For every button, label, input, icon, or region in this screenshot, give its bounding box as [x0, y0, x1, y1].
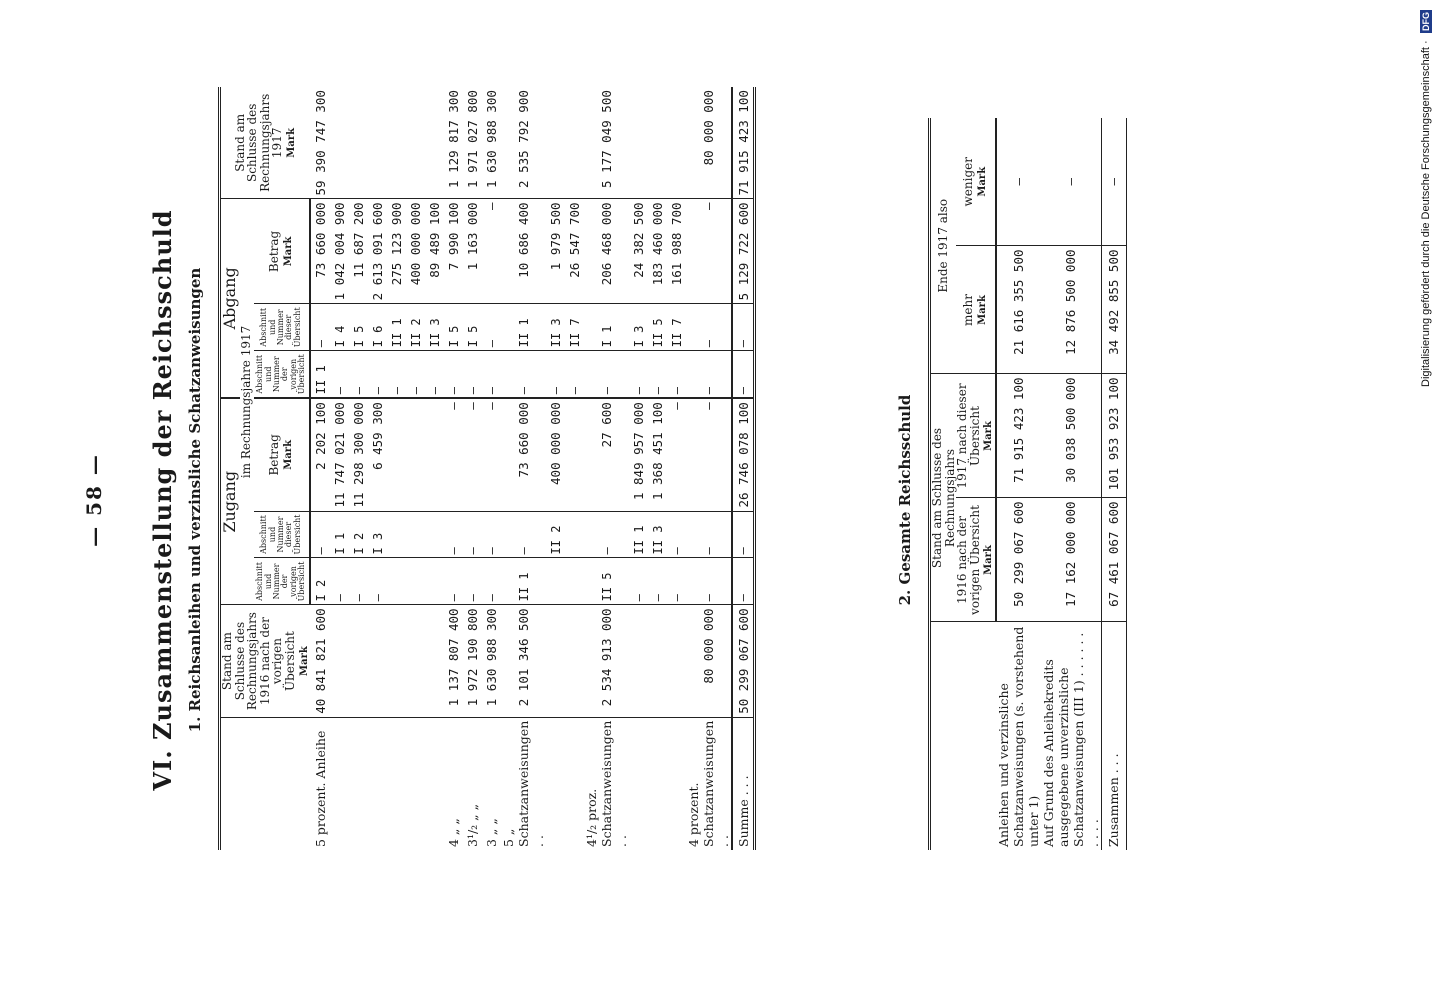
stand-1916-cell: 1 630 988 300: [482, 605, 501, 717]
zu-betrag-cell: 2 202 100: [310, 398, 330, 511]
ab-betrag-cell: 2 613 091 600: [368, 199, 387, 304]
table-row: [310, 87, 330, 850]
zu-abschnitt-dieser-cell: II 2: [546, 511, 565, 558]
ab-abschnitt-dieser-cell: —: [310, 304, 330, 351]
stand-1916-cell: 80 000 000: [686, 605, 732, 717]
ab-abschnitt-dieser-cell: —: [482, 304, 501, 351]
table-row: [482, 87, 501, 850]
zu-abschnitt-dieser-cell: [387, 511, 406, 558]
ab-abschnitt-dieser-cell: II 1: [387, 304, 406, 351]
zu-abschnitt-vorig-cell: II 5: [584, 558, 629, 605]
ab-betrag-cell: 73 660 000: [310, 199, 330, 304]
ab-abschnitt-vorig-cell: —: [406, 351, 425, 398]
table-row: [667, 87, 686, 850]
zu-betrag-cell: 1 368 451 100: [648, 398, 667, 511]
table-row: [368, 87, 387, 850]
zu-abschnitt-dieser-cell: II 1: [629, 511, 648, 558]
zu-abschnitt-dieser-cell: —: [667, 511, 686, 558]
table-row: [1041, 118, 1102, 850]
row-label-cell: 3¹/₂ „ „: [465, 803, 481, 847]
row-label-cell: Anleihen und verzinsliche Schatzanweisungen (s. vorstehend unter 1): [995, 626, 1041, 847]
stand-1916-cell: 17 162 000 000: [1041, 498, 1102, 622]
stand-1916-cell: [349, 605, 368, 717]
stand-1916-cell: [368, 605, 387, 717]
stand-1916-cell: [546, 605, 565, 717]
table-gesamte-reichsschuld: [928, 118, 1127, 850]
header-abschnitt-dieser-zu: Abschnitt und Nummer dieser Übersicht: [254, 511, 311, 558]
zu-abschnitt-vorig-cell: —: [686, 558, 732, 605]
zu-betrag-cell: [425, 398, 444, 511]
ab-abschnitt-vorig-cell: —: [648, 351, 667, 398]
zu-abschnitt-dieser-cell: —: [584, 511, 629, 558]
table-row: [546, 87, 565, 850]
stand-1917-cell: 1 971 027 800: [463, 87, 482, 199]
sum-row: [1101, 118, 1126, 850]
stand-1916-cell: 50 299 067 600: [996, 498, 1041, 622]
zu-abschnitt-dieser-cell: —: [501, 511, 546, 558]
zu-abschnitt-dieser-cell: —: [686, 511, 732, 558]
stand-1917-cell: [667, 87, 686, 199]
zu-betrag-cell: [565, 398, 584, 511]
row-label-cell: [629, 717, 648, 850]
sum-row: [732, 87, 755, 850]
zu-betrag-cell: —: [444, 398, 463, 511]
zu-abschnitt-vorig-cell: —: [667, 558, 686, 605]
zu-abschnitt-vorig-cell: —: [463, 558, 482, 605]
stand-1917-cell: [349, 87, 368, 199]
ab-betrag-cell: 400 000 000: [406, 199, 425, 304]
row-label-cell: Auf Grund des Anleihekredits ausgegebene unverzinsliche Schatzanweisungen (III 1) . . . . . . . . . .: [1040, 632, 1101, 847]
ab-abschnitt-dieser-cell: II 5: [648, 304, 667, 351]
row-label-cell: [667, 717, 686, 850]
row-label-cell: 5 „ Schatzanweisungen . .: [501, 720, 547, 847]
stand-1916-cell: [425, 605, 444, 717]
table-row: [501, 87, 546, 850]
mehr-cell: 34 492 855 500: [1101, 246, 1126, 374]
ab-betrag-cell: 89 489 100: [425, 199, 444, 304]
ab-betrag-cell: 161 988 700: [667, 199, 686, 304]
ab-abschnitt-vorig-cell: —: [686, 351, 732, 398]
zu-abschnitt-dieser-cell: II 3: [648, 511, 667, 558]
ab-abschnitt-vorig-cell: —: [482, 351, 501, 398]
row-label-cell: Zusammen . . .: [1101, 622, 1126, 850]
stand-1917-cell: [387, 87, 406, 199]
stand-1916-cell: 1 137 807 400: [444, 605, 463, 717]
stand-1917-cell: 80 000 000: [686, 87, 732, 199]
zu-betrag-cell: [406, 398, 425, 511]
zu-betrag-cell: [387, 398, 406, 511]
zu-abschnitt-dieser-cell: I 3: [368, 511, 387, 558]
table-row: [629, 87, 648, 850]
stand-1916-cell: [648, 605, 667, 717]
ab-abschnitt-vorig-sum-cell: —: [732, 351, 755, 398]
ab-abschnitt-dieser-cell: I 1: [584, 304, 629, 351]
zu-abschnitt-dieser-cell: —: [310, 511, 330, 558]
header-1916: 1916 nach der vorigen Übersicht Mark: [956, 498, 996, 622]
ab-abschnitt-vorig-cell: —: [444, 351, 463, 398]
zu-abschnitt-vorig-cell: —: [648, 558, 667, 605]
stand-1917-cell: [648, 87, 667, 199]
ab-abschnitt-dieser-sum-cell: —: [732, 304, 755, 351]
stand-1916-cell: [406, 605, 425, 717]
header-abschnitt-dieser-ab: Abschnitt und Nummer dieser Übersicht: [254, 304, 311, 351]
zu-abschnitt-dieser-sum-cell: —: [732, 511, 755, 558]
ab-abschnitt-dieser-cell: I 5: [463, 304, 482, 351]
stand-1917-cell: 30 038 500 000: [1041, 374, 1102, 498]
ab-abschnitt-vorig-cell: —: [584, 351, 629, 398]
page-title: VI. Zusammenstellung der Reichsschuld: [148, 209, 177, 791]
zu-abschnitt-dieser-cell: [425, 511, 444, 558]
row-label-cell: 4¹/₂ proz. Schatzanweisungen . .: [584, 720, 630, 847]
row-label-sum-cell: Summe . . .: [732, 717, 755, 850]
header-abschnitt-vorig-ab: Abschnitt und Nummer der vorigen Übersicht: [254, 351, 311, 398]
zu-abschnitt-vorig-cell: —: [368, 558, 387, 605]
row-label-cell: 4 prozent. Schatzanweisungen . .: [686, 720, 732, 847]
zu-abschnitt-vorig-cell: [387, 558, 406, 605]
table-row: [686, 87, 732, 850]
ab-abschnitt-vorig-cell: —: [565, 351, 584, 398]
header-empty-2: [930, 622, 996, 850]
stand-1917-cell: 1 129 817 300: [444, 87, 463, 199]
header-stand-1917: Stand am Schlusse des Rechnungsjahrs 1917 Mark: [220, 87, 311, 199]
header-zugang: Zugang: [220, 398, 240, 605]
section1-title: 1. Reichsanleihen und verzinsliche Schatzanweisungen: [186, 267, 204, 733]
zu-abschnitt-vorig-cell: [425, 558, 444, 605]
stand-1916-cell: [565, 605, 584, 717]
stand-1916-cell: 1 972 190 800: [463, 605, 482, 717]
stand-1916-sum-cell: 50 299 067 600: [732, 605, 755, 717]
ab-betrag-cell: 275 123 900: [387, 199, 406, 304]
row-label-cell: 4 „ „: [446, 818, 462, 847]
ab-betrag-cell: 183 460 000: [648, 199, 667, 304]
header-abschnitt-vorig-zu: Abschnitt und Nummer der vorigen Übersicht: [254, 558, 311, 605]
stand-1916-cell: 40 841 821 600: [310, 605, 330, 717]
row-label-cell: [330, 717, 349, 850]
stand-1917-cell: [330, 87, 349, 199]
zu-betrag-cell: 11 747 021 000: [330, 398, 349, 511]
table-row: [996, 118, 1041, 850]
stand-1916-cell: 2 101 346 500: [501, 605, 546, 717]
weniger-cell: —: [1101, 118, 1126, 246]
row-label-cell: [546, 717, 565, 850]
row-label-cell: [648, 717, 667, 850]
zu-abschnitt-vorig-cell: —: [629, 558, 648, 605]
header-im-jahre: im Rechnungsjahre 1917: [240, 199, 254, 605]
ab-abschnitt-dieser-cell: I 5: [349, 304, 368, 351]
stand-1917-cell: 59 390 747 300: [310, 87, 330, 199]
zu-abschnitt-vorig-sum-cell: —: [732, 558, 755, 605]
table-row: [444, 87, 463, 850]
stand-1916-cell: 67 461 067 600: [1101, 498, 1126, 622]
page-number: — 58 —: [82, 453, 106, 547]
stand-1917-cell: 5 177 049 500: [584, 87, 629, 199]
header-abgang: Abgang: [220, 199, 240, 398]
ab-betrag-cell: 26 547 700: [565, 199, 584, 304]
zu-abschnitt-vorig-cell: II 1: [501, 558, 546, 605]
stand-1917-cell: 1 630 988 300: [482, 87, 501, 199]
ab-abschnitt-vorig-cell: —: [368, 351, 387, 398]
stand-1917-cell: 2 535 792 900: [501, 87, 546, 199]
ab-abschnitt-dieser-cell: I 5: [444, 304, 463, 351]
ab-betrag-cell: 11 687 200: [349, 199, 368, 304]
row-label-cell: [425, 717, 444, 850]
stand-1917-cell: [546, 87, 565, 199]
header-betrag-abgang: Betrag Mark: [254, 199, 311, 304]
ab-abschnitt-dieser-cell: —: [686, 304, 732, 351]
ab-abschnitt-vorig-cell: —: [501, 351, 546, 398]
ab-abschnitt-dieser-cell: II 1: [501, 304, 546, 351]
dfg-side-note: Digitalisierung gefördert durch die Deutsche Forschungsgemeinschaft · DFG: [1420, 12, 1432, 387]
ab-betrag-cell: 1 163 000: [463, 199, 482, 304]
ab-abschnitt-vorig-cell: —: [349, 351, 368, 398]
zu-abschnitt-vorig-cell: [406, 558, 425, 605]
header-mehr: mehr Mark: [956, 246, 996, 374]
zu-betrag-cell: 6 459 300: [368, 398, 387, 511]
row-label-cell: [387, 717, 406, 850]
zu-betrag-cell: 400 000 000: [546, 398, 565, 511]
weniger-cell: —: [996, 118, 1041, 246]
ab-abschnitt-dieser-cell: II 7: [667, 304, 686, 351]
table-row: [584, 87, 629, 850]
row-label-cell: [368, 717, 387, 850]
row-label-cell: [406, 717, 425, 850]
zu-abschnitt-dieser-cell: I 2: [349, 511, 368, 558]
zu-abschnitt-vorig-cell: —: [349, 558, 368, 605]
ab-abschnitt-dieser-cell: II 7: [565, 304, 584, 351]
ab-betrag-cell: 7 990 100: [444, 199, 463, 304]
stand-1917-cell: [368, 87, 387, 199]
table-row: [648, 87, 667, 850]
table-row: [387, 87, 406, 850]
stand-1917-cell: [406, 87, 425, 199]
row-label-cell: [565, 717, 584, 850]
row-label-cell: 3 „ „: [484, 818, 500, 847]
ab-abschnitt-dieser-cell: II 3: [425, 304, 444, 351]
ab-betrag-cell: 1 042 004 900: [330, 199, 349, 304]
table-row: [349, 87, 368, 850]
ab-abschnitt-vorig-cell: —: [667, 351, 686, 398]
ab-betrag-cell: 206 468 000: [584, 199, 629, 304]
header-empty: [220, 717, 311, 850]
table-row: [406, 87, 425, 850]
row-label-cell: [349, 717, 368, 850]
zu-abschnitt-dieser-cell: —: [482, 511, 501, 558]
zu-abschnitt-vorig-cell: I 2: [310, 558, 330, 605]
table-row: [463, 87, 482, 850]
stand-1917-cell: [629, 87, 648, 199]
zu-betrag-cell: 73 660 000: [501, 398, 546, 511]
stand-1917-cell: 71 915 423 100: [996, 374, 1041, 498]
zu-abschnitt-vorig-cell: [546, 558, 565, 605]
stand-1917-sum-cell: 71 915 423 100: [732, 87, 755, 199]
weniger-cell: —: [1041, 118, 1102, 246]
stand-1916-cell: [330, 605, 349, 717]
header-weniger: weniger Mark: [956, 118, 996, 246]
zu-abschnitt-dieser-cell: —: [463, 511, 482, 558]
zu-betrag-sum-cell: 26 746 078 100: [732, 398, 755, 511]
ab-abschnitt-dieser-cell: II 2: [406, 304, 425, 351]
mehr-cell: 12 876 500 000: [1041, 246, 1102, 374]
ab-abschnitt-vorig-cell: —: [425, 351, 444, 398]
section2-title: 2. Gesamte Reichsschuld: [896, 394, 914, 606]
ab-abschnitt-vorig-cell: —: [463, 351, 482, 398]
zu-betrag-cell: 11 298 300 000: [349, 398, 368, 511]
ab-abschnitt-vorig-cell: —: [546, 351, 565, 398]
table-reichsanleihen: [218, 87, 756, 850]
zu-abschnitt-dieser-cell: I 1: [330, 511, 349, 558]
table-row: [425, 87, 444, 850]
ab-abschnitt-dieser-cell: I 3: [629, 304, 648, 351]
mehr-cell: 21 616 355 500: [996, 246, 1041, 374]
ab-abschnitt-vorig-cell: —: [330, 351, 349, 398]
header-ende-1917: Ende 1917 also: [930, 118, 957, 374]
ab-betrag-cell: —: [482, 199, 501, 304]
row-label-cell: 5 prozent. Anleihe: [312, 730, 328, 847]
stand-1916-cell: 2 534 913 000: [584, 605, 629, 717]
zu-betrag-cell: —: [463, 398, 482, 511]
ab-abschnitt-vorig-cell: II 1: [310, 351, 330, 398]
header-stand-am-schlusse: Stand am Schlusse des Rechnungsjahrs: [930, 374, 957, 622]
ab-abschnitt-dieser-cell: I 6: [368, 304, 387, 351]
header-stand-1916: Stand am Schlusse des Rechnungsjahrs 1916 nach der vorigen Übersicht Mark: [220, 605, 311, 717]
table-row: [565, 87, 584, 850]
stand-1916-cell: [629, 605, 648, 717]
stand-1917-cell: [565, 87, 584, 199]
stand-1917-cell: 101 953 923 100: [1101, 374, 1126, 498]
header-betrag-zugang: Betrag Mark: [254, 398, 311, 511]
ab-abschnitt-vorig-cell: —: [387, 351, 406, 398]
ab-betrag-cell: —: [686, 199, 732, 304]
stand-1916-cell: [387, 605, 406, 717]
header-1917: 1917 nach dieser Übersicht Mark: [956, 374, 996, 498]
ab-abschnitt-dieser-cell: II 3: [546, 304, 565, 351]
zu-abschnitt-vorig-cell: —: [444, 558, 463, 605]
zu-betrag-cell: 27 600: [584, 398, 629, 511]
zu-betrag-cell: —: [667, 398, 686, 511]
zu-abschnitt-dieser-cell: [565, 511, 584, 558]
table-row: [330, 87, 349, 850]
ab-abschnitt-dieser-cell: I 4: [330, 304, 349, 351]
zu-abschnitt-dieser-cell: [406, 511, 425, 558]
zu-abschnitt-vorig-cell: —: [482, 558, 501, 605]
zu-betrag-cell: —: [482, 398, 501, 511]
ab-betrag-sum-cell: 5 129 722 600: [732, 199, 755, 304]
ab-abschnitt-vorig-cell: —: [629, 351, 648, 398]
zu-abschnitt-dieser-cell: —: [444, 511, 463, 558]
zu-betrag-cell: —: [686, 398, 732, 511]
zu-betrag-cell: 1 849 957 000: [629, 398, 648, 511]
ab-betrag-cell: 24 382 500: [629, 199, 648, 304]
stand-1917-cell: [425, 87, 444, 199]
ab-betrag-cell: 10 686 400: [501, 199, 546, 304]
zu-abschnitt-vorig-cell: [565, 558, 584, 605]
zu-abschnitt-vorig-cell: —: [330, 558, 349, 605]
stand-1916-cell: [667, 605, 686, 717]
dfg-logo: DFG: [1421, 12, 1431, 31]
ab-betrag-cell: 1 979 500: [546, 199, 565, 304]
